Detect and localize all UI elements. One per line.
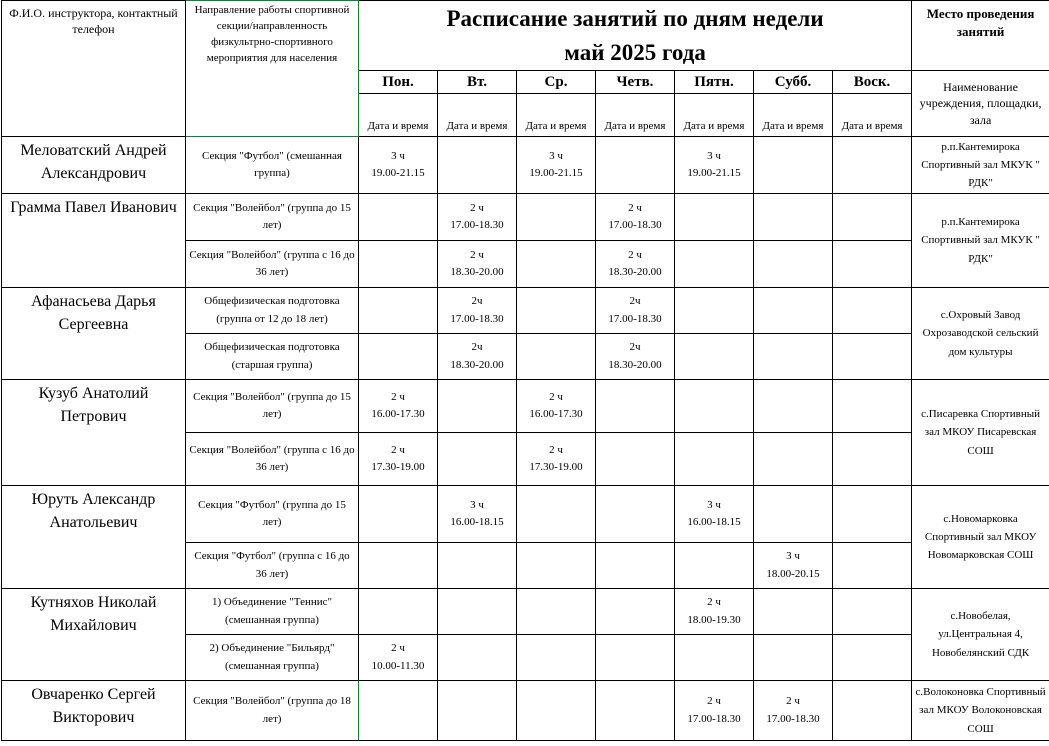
schedule-cell bbox=[438, 137, 517, 194]
schedule-cell bbox=[438, 589, 517, 635]
section-title: Секция "Волейбол" (группа с 16 до 36 лет) bbox=[186, 433, 359, 486]
schedule-cell bbox=[517, 543, 596, 589]
date-time-label: Дата и время bbox=[596, 94, 675, 137]
schedule-cell bbox=[596, 194, 675, 241]
hours: 3 ч bbox=[786, 550, 800, 563]
schedule-cell bbox=[675, 288, 754, 334]
schedule-cell bbox=[754, 194, 833, 241]
schedule-cell bbox=[833, 241, 912, 288]
section-title: Секция "Волейбол" (группа до 18 лет) bbox=[186, 681, 359, 741]
hours: 2 ч bbox=[707, 596, 721, 609]
hours: 3 ч bbox=[707, 498, 721, 511]
schedule-cell bbox=[675, 137, 754, 194]
schedule-cell bbox=[359, 486, 438, 543]
schedule-cell bbox=[675, 681, 754, 741]
time-range: 18.00-20.15 bbox=[766, 567, 820, 580]
schedule-cell bbox=[596, 137, 675, 194]
schedule-cell bbox=[675, 380, 754, 433]
schedule-cell bbox=[438, 380, 517, 433]
section-title: Секция "Футбол" (смешанная группа) bbox=[186, 137, 359, 194]
schedule-cell bbox=[359, 380, 438, 433]
schedule-cell bbox=[754, 681, 833, 741]
schedule-cell bbox=[754, 589, 833, 635]
schedule-cell bbox=[675, 194, 754, 241]
time-range: 17.00-18.30 bbox=[450, 312, 504, 325]
schedule-cell bbox=[754, 380, 833, 433]
schedule-cell bbox=[833, 635, 912, 681]
date-time-label: Дата и время bbox=[517, 94, 596, 137]
time-range: 17.30-19.00 bbox=[371, 461, 425, 473]
schedule-cell bbox=[438, 635, 517, 681]
location: с.Писаревка Спортивный зал МКОУ Писаревская СОШ bbox=[912, 380, 1049, 486]
schedule-cell bbox=[517, 433, 596, 486]
schedule-table bbox=[1, 0, 1049, 741]
hours: 3 ч bbox=[707, 149, 721, 162]
instructor-name: Грамма Павел Иванович bbox=[2, 194, 186, 288]
location: р.п.Кантемирока Спортивный зал МКУК " РДК" bbox=[912, 137, 1049, 194]
location: с.Охровый Завод Охрозаводской сельский дом культуры bbox=[912, 288, 1049, 380]
header-fio: Ф.И.О. инструктора, контактный телефон bbox=[2, 1, 186, 137]
schedule-cell bbox=[517, 635, 596, 681]
schedule-cell bbox=[517, 241, 596, 288]
title-line-2: май 2025 года bbox=[564, 39, 706, 65]
time-range: 10.00-11.30 bbox=[371, 659, 425, 672]
schedule-cell bbox=[596, 589, 675, 635]
hours: 2 ч bbox=[391, 443, 405, 456]
schedule-cell bbox=[438, 241, 517, 288]
schedule-cell bbox=[754, 486, 833, 543]
hours: 2ч bbox=[471, 341, 483, 354]
schedule-cell bbox=[517, 681, 596, 741]
day-header: Воск. bbox=[833, 71, 912, 94]
section-title: Секция "Волейбол" (группа до 15 лет) bbox=[186, 380, 359, 433]
schedule-cell bbox=[833, 288, 912, 334]
location: с.Новобелая, ул.Центральная 4, Новобелянский СДК bbox=[912, 589, 1049, 681]
hours: 2 ч bbox=[391, 642, 405, 655]
time-range: 18.00-19.30 bbox=[687, 613, 741, 626]
schedule-cell bbox=[517, 288, 596, 334]
schedule-cell bbox=[833, 681, 912, 741]
schedule-cell bbox=[833, 137, 912, 194]
schedule-cell bbox=[833, 194, 912, 241]
hours: 2 ч bbox=[707, 695, 721, 708]
schedule-cell bbox=[596, 334, 675, 380]
time-range: 17.00-18.30 bbox=[450, 219, 504, 231]
hours: 2 ч bbox=[470, 248, 484, 261]
hours: 2ч bbox=[629, 295, 641, 308]
title-line-1: Расписание занятий по дням недели bbox=[446, 6, 824, 32]
section-title: Секция "Волейбол" (группа до 15 лет) bbox=[186, 194, 359, 241]
schedule-cell bbox=[359, 635, 438, 681]
header-place-sublabel: Наименование учреждения, площадки, зала bbox=[912, 71, 1049, 137]
schedule-cell bbox=[517, 589, 596, 635]
schedule-cell bbox=[517, 486, 596, 543]
table-row bbox=[2, 486, 1049, 543]
instructor-name: Юруть Александр Анатольевич bbox=[2, 486, 186, 589]
time-range: 19.00-21.15 bbox=[687, 167, 741, 179]
table-row bbox=[2, 589, 1049, 635]
day-header: Пон. bbox=[359, 71, 438, 94]
hours: 2ч bbox=[629, 341, 641, 354]
section-title: Секция "Футбол" (группа с 16 до 36 лет) bbox=[186, 543, 359, 589]
section-title: 1) Объединение "Теннис" (смешанная группа) bbox=[186, 589, 359, 635]
page-title bbox=[359, 1, 912, 71]
schedule-cell bbox=[675, 433, 754, 486]
schedule-cell bbox=[754, 334, 833, 380]
schedule-cell bbox=[596, 433, 675, 486]
location: с.Волоконовка Спортивный зал МКОУ Волоконовская СОШ bbox=[912, 681, 1049, 741]
section-title: Общефизическая подготовка (старшая группа) bbox=[186, 334, 359, 380]
schedule-cell bbox=[754, 137, 833, 194]
time-range: 18.30-20.00 bbox=[450, 266, 504, 278]
schedule-cell bbox=[675, 589, 754, 635]
schedule-cell bbox=[596, 543, 675, 589]
time-range: 17.00-18.30 bbox=[766, 712, 820, 725]
schedule-cell bbox=[596, 241, 675, 288]
schedule-cell bbox=[754, 433, 833, 486]
instructor-name: Кутняхов Николай Михайлович bbox=[2, 589, 186, 681]
day-header: Ср. bbox=[517, 71, 596, 94]
hours: 2 ч bbox=[470, 201, 484, 214]
section-title: Секция "Волейбол" (группа с 16 до 36 лет) bbox=[186, 241, 359, 288]
schedule-cell bbox=[675, 486, 754, 543]
instructor-name: Меловатский Андрей Александрович bbox=[2, 137, 186, 194]
header-direction: Направление работы спортивной секции/направленность физкультрно-спортивного мероприятия для населения bbox=[186, 1, 359, 137]
hours: 3 ч bbox=[549, 149, 563, 162]
date-time-label: Дата и время bbox=[359, 94, 438, 137]
hours: 2ч bbox=[471, 295, 483, 308]
hours: 2 ч bbox=[786, 695, 800, 708]
table-row bbox=[2, 681, 1049, 741]
time-range: 17.00-18.30 bbox=[608, 312, 662, 325]
time-range: 18.30-20.00 bbox=[450, 358, 504, 371]
schedule-cell bbox=[359, 137, 438, 194]
schedule-cell bbox=[517, 380, 596, 433]
schedule-cell bbox=[517, 334, 596, 380]
table-row bbox=[2, 194, 1049, 241]
schedule-cell bbox=[359, 241, 438, 288]
schedule-cell bbox=[438, 681, 517, 741]
schedule-cell bbox=[359, 543, 438, 589]
time-range: 16.00-17.30 bbox=[529, 408, 583, 420]
schedule-cell bbox=[359, 334, 438, 380]
time-range: 19.00-21.15 bbox=[371, 167, 425, 179]
time-range: 16.00-18.15 bbox=[450, 516, 504, 528]
schedule-cell bbox=[754, 543, 833, 589]
day-header: Субб. bbox=[754, 71, 833, 94]
hours: 3 ч bbox=[391, 149, 405, 162]
schedule-cell bbox=[596, 380, 675, 433]
schedule-cell bbox=[438, 543, 517, 589]
schedule-cell bbox=[517, 194, 596, 241]
schedule-cell bbox=[438, 288, 517, 334]
hours: 3 ч bbox=[470, 498, 484, 511]
time-range: 17.30-19.00 bbox=[529, 461, 583, 473]
day-header: Вт. bbox=[438, 71, 517, 94]
time-range: 16.00-18.15 bbox=[687, 516, 741, 528]
schedule-cell bbox=[359, 589, 438, 635]
schedule-cell bbox=[596, 288, 675, 334]
schedule-cell bbox=[359, 288, 438, 334]
schedule-cell bbox=[833, 433, 912, 486]
instructor-name: Афанасьева Дарья Сергеевна bbox=[2, 288, 186, 380]
schedule-cell bbox=[517, 137, 596, 194]
table-row bbox=[2, 137, 1049, 194]
schedule-cell bbox=[438, 486, 517, 543]
date-time-label: Дата и время bbox=[754, 94, 833, 137]
date-time-label: Дата и время bbox=[438, 94, 517, 137]
schedule-cell bbox=[596, 486, 675, 543]
time-range: 16.00-17.30 bbox=[371, 408, 425, 420]
section-title: Общефизическая подготовка (группа от 12 до 18 лет) bbox=[186, 288, 359, 334]
schedule-cell bbox=[833, 380, 912, 433]
date-time-label: Дата и время bbox=[675, 94, 754, 137]
hours: 2 ч bbox=[549, 443, 563, 456]
hours: 2 ч bbox=[628, 201, 642, 214]
schedule-cell bbox=[359, 433, 438, 486]
section-title: Секция "Футбол" (группа до 15 лет) bbox=[186, 486, 359, 543]
schedule-cell bbox=[833, 543, 912, 589]
time-range: 17.00-18.30 bbox=[687, 712, 741, 725]
hours: 2 ч bbox=[391, 390, 405, 403]
time-range: 18.30-20.00 bbox=[608, 266, 662, 278]
hours: 2 ч bbox=[628, 248, 642, 261]
location: р.п.Кантемирока Спортивный зал МКУК " РДК" bbox=[912, 194, 1049, 288]
schedule-cell bbox=[675, 635, 754, 681]
time-range: 18.30-20.00 bbox=[608, 358, 662, 371]
instructor-name: Кузуб Анатолий Петрович bbox=[2, 380, 186, 486]
schedule-cell bbox=[596, 635, 675, 681]
schedule-cell bbox=[438, 334, 517, 380]
schedule-cell bbox=[438, 194, 517, 241]
table-row bbox=[2, 288, 1049, 334]
day-header: Четв. bbox=[596, 71, 675, 94]
time-range: 17.00-18.30 bbox=[608, 219, 662, 231]
schedule-cell bbox=[754, 288, 833, 334]
schedule-cell bbox=[359, 681, 438, 741]
schedule-cell bbox=[675, 543, 754, 589]
schedule-cell bbox=[359, 194, 438, 241]
day-header: Пятн. bbox=[675, 71, 754, 94]
schedule-cell bbox=[754, 635, 833, 681]
schedule-cell bbox=[675, 241, 754, 288]
schedule-cell bbox=[833, 334, 912, 380]
date-time-label: Дата и время bbox=[833, 94, 912, 137]
instructor-name: Овчаренко Сергей Викторович bbox=[2, 681, 186, 741]
location: с.Новомарковка Спортивный зал МКОУ Новомарковская СОШ bbox=[912, 486, 1049, 589]
schedule-cell bbox=[438, 433, 517, 486]
hours: 2 ч bbox=[549, 390, 563, 403]
table-row bbox=[2, 380, 1049, 433]
schedule-cell bbox=[833, 589, 912, 635]
section-title: 2) Объединение "Бильярд" (смешанная группа) bbox=[186, 635, 359, 681]
header-place: Место проведения занятий bbox=[912, 1, 1049, 71]
schedule-cell bbox=[754, 241, 833, 288]
schedule-cell bbox=[675, 334, 754, 380]
time-range: 19.00-21.15 bbox=[529, 167, 583, 179]
schedule-cell bbox=[833, 486, 912, 543]
schedule-cell bbox=[596, 681, 675, 741]
